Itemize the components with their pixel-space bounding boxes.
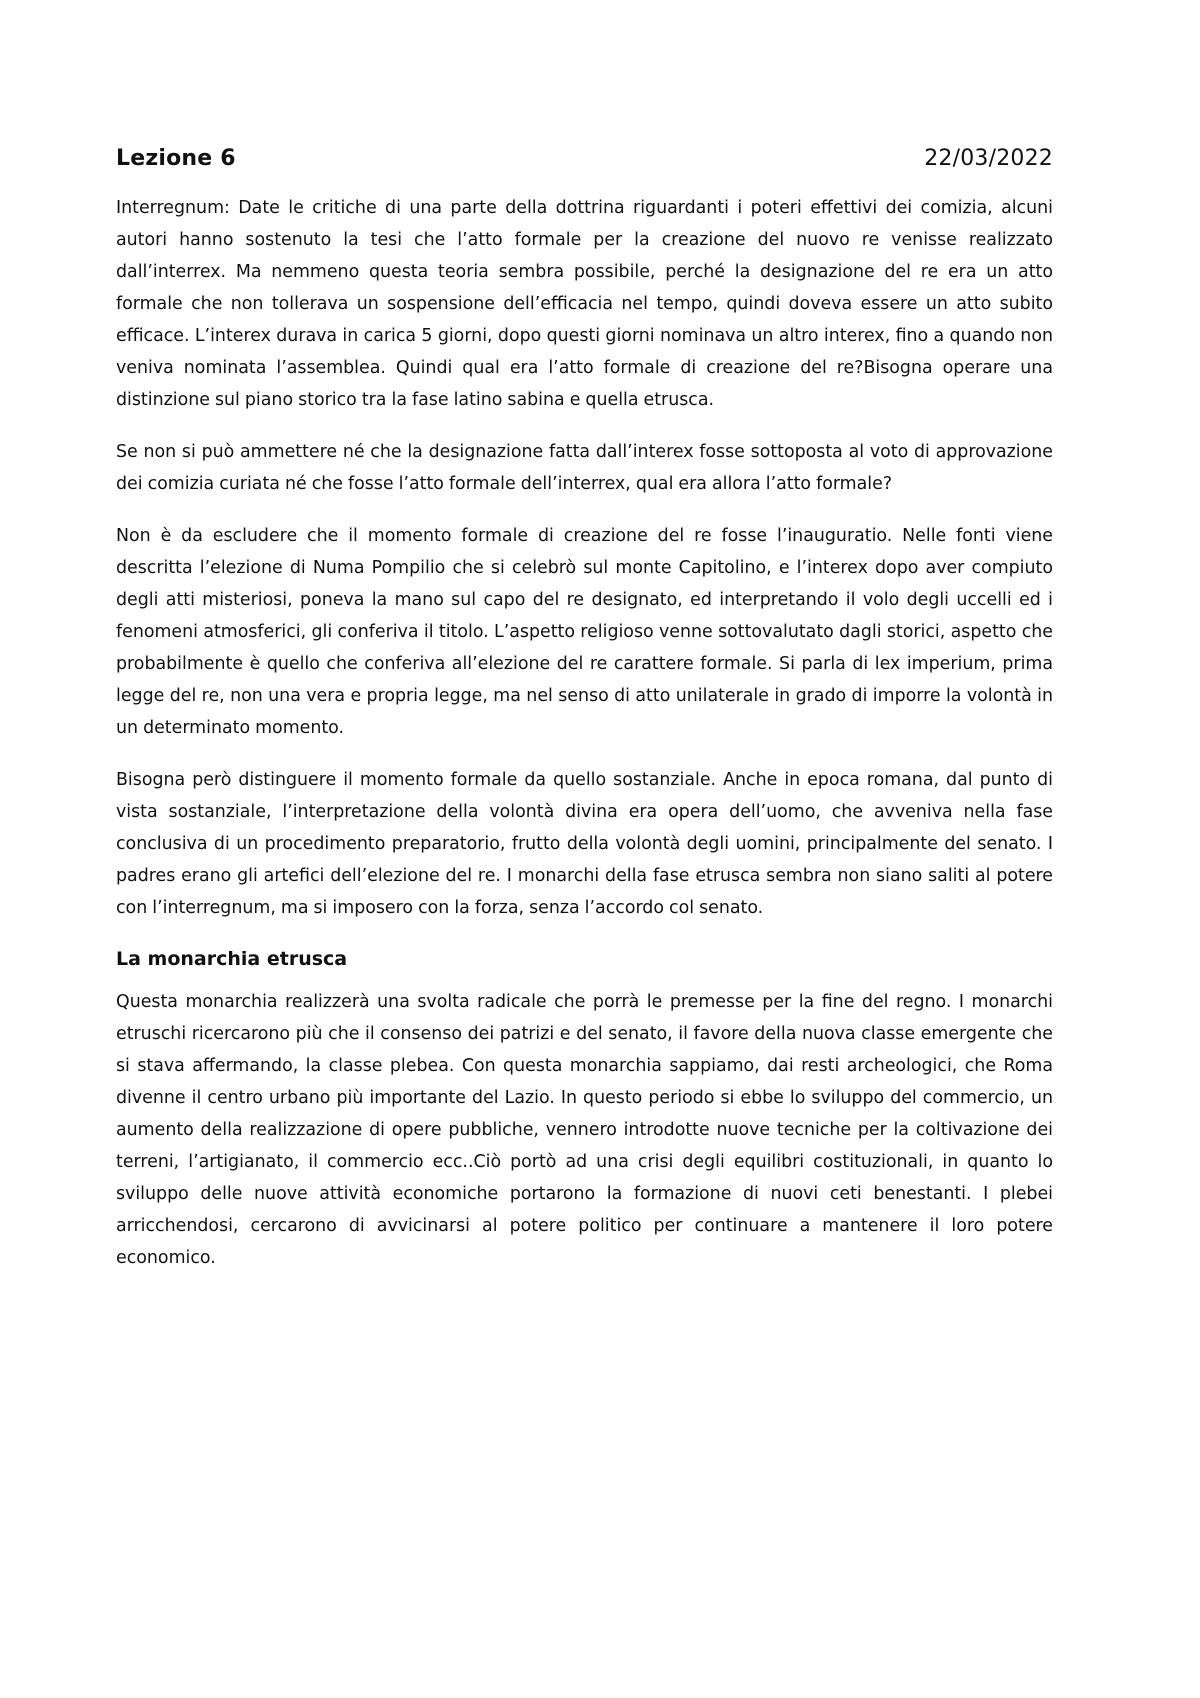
document-body [116, 146, 1053, 1294]
page-header [116, 146, 1053, 178]
paragraph-interregnum: Interregnum: Date le critiche di una parte della dottrina riguardanti i poteri effettivi dei comizia, alcuni autori hanno sostenuto la tesi che l’atto formale per la creazione del nuovo re venisse realizzato dall’interrex. Ma nemmeno questa teoria sembra possibile, perché la designazione del re era un atto formale che non tollerava un sospensione dell’efficacia nel tempo, quindi doveva essere un atto subito efficace. L’interex durava in carica 5 giorni, dopo questi giorni nominava un altro interex, fino a quando non veniva nominata l’assemblea. Quindi qual era l’atto formale di creazione del re?Bisogna operare una distinzione sul piano storico tra la fase latino sabina e quella etrusca. [116, 198, 1053, 410]
lesson-title: Lezione 6 [116, 146, 236, 171]
paragraph-etruscan-monarchy: Questa monarchia realizzerà una svolta radicale che porrà le premesse per la fine del regno. I monarchi etruschi ricercarono più che il consenso dei patrizi e del senato, il favore della nuova classe emergente che si stava affermando, la classe plebea. Con questa monarchia sappiamo, dai resti archeologici, che Roma divenne il centro urbano più importante del Lazio. In questo periodo si ebbe lo sviluppo del commercio, un aumento della realizzazione di opere pubbliche, vennero introdotte nuove tecniche per la coltivazione dei terreni, l’artigianato, il commercio ecc..Ciò portò ad una crisi degli equilibri costituzionali, in quanto lo sviluppo delle nuove attività economiche portarono la formazione di nuovi ceti benestanti. I plebei arricchendosi, cercarono di avvicinarsi al potere politico per continuare a mantenere il loro potere economico. [116, 992, 1053, 1268]
section-heading: La monarchia etrusca [116, 948, 348, 970]
paragraph-inauguratio: Non è da escludere che il momento formale di creazione del re fosse l’inauguratio. Nelle fonti viene descritta l’elezione di Numa Pompilio che si celebrò sul monte Capitolino, e l’interex dopo aver compiuto degli atti misteriosi, poneva la mano sul capo del re designato, ed interpretando il volo degli uccelli ed i fenomeni atmosferici, gli conferiva il titolo. L’aspetto religioso venne sottovalutato dagli storici, aspetto che probabilmente è quello che conferiva all’elezione del re carattere formale. Si parla di lex imperium, prima legge del re, non una vera e propria legge, ma nel senso di atto unilaterale in grado di imporre la volontà in un determinato momento. [116, 526, 1053, 738]
lesson-date: 22/03/2022 [924, 146, 1053, 171]
paragraph-formal-vs-substantial: Bisogna però distinguere il momento formale da quello sostanziale. Anche in epoca romana, dal punto di vista sostanziale, l’interpretazione della volontà divina era opera dell’uomo, che avveniva nella fase conclusiva di un procedimento preparatorio, frutto della volontà degli uomini, principalmente del senato. I padres erano gli artefici dell’elezione del re. I monarchi della fase etrusca sembra non siano saliti al potere con l’interregnum, ma si imposero con la forza, senza l’accordo col senato. [116, 770, 1053, 918]
paragraph-designation-question: Se non si può ammettere né che la designazione fatta dall’interex fosse sottoposta al voto di approvazione dei comizia curiata né che fosse l’atto formale dell’interrex, qual era allora l’atto formale? [116, 442, 1053, 494]
